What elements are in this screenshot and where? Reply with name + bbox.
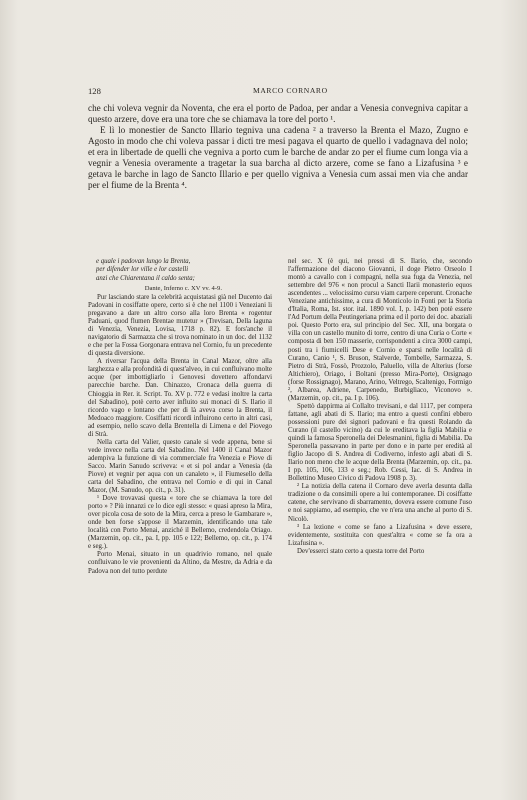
main-text xyxy=(88,103,468,191)
footnote-paragraph: Pur lasciando stare la celebrità acquistatasi già nel Ducento dai Padovani in cosiffatte opere, certo si è che nel 1100 i Veneziani li pregavano a dare un altro corso alla loro Brenta « rogentur Paduani, quod flumen Brentae mutetur » (Trevisan, Della laguna di Venezia, Venezia, Lovisa, 1718 p. 82). E fors'anche il navigatorio di Sarmazza che si trova nominato in un doc. del 1132 e che per la Fossa Gorgonara entrava nel Cornio, fu un precedente di questa diversione. xyxy=(88,293,272,358)
verse-line: per difender lor ville e lor castelli xyxy=(96,266,189,274)
verse-source: Dante, Inferno c. XV vv. 4-9. xyxy=(144,284,222,292)
verse-line: e quale i padovan lungo la Brenta, xyxy=(96,258,191,265)
footnote-paragraph: ¹ Dove trovavasi questa « tore che se chiamava la tore del porto » ? Più innanzi ce lo dice egli stesso: « quasi apreso la Mira, over picola cosa de soto de la Mira, cerca a preso le Gambarare », onde ben forse s'appose il Marzemin, identificando una tale località con Porto Menai, anziché il Bellemo, credendola Oriago. (Marzemin, op. cit., pa. I, pp. 105 e 122; Bellemo, op. cit., p. 174 e seg.). xyxy=(88,495,272,551)
footnote-paragraph: Nella carta del Valier, questo canale si vede appena, bene si vede invece nella carta del Sabadino. Nel 1400 il Canal Mazor adempiva la funzione di via commerciale fra Venezia e Piove di Sacco. Marin Sanudo scriveva: « et si pol andar a Venesia (da Piove) et vegnir per aqua con un canaleto », il Fiumesello della carta del Sabadino, che entrava nel Cornio e di qui in Canal Mazor, (M. Sanudo, op. cit., p. 31). xyxy=(88,438,272,495)
footnote-paragraph: A riversar l'acqua della Brenta in Canal Mazor, oltre alla larghezza e alla profondità di quest'alveo, in cui confluivano molte acque (per imbottigliarlo i Genovesi dovettero affondarvi parecchie barche. Dan. Chinazzo, Cronaca della guerra di Chioggia in Rer. it. Script. To. XV p. 772 e vedasi inoltre la carta del Sabadino), potè certo aver influito sui monaci di S. Ilario il ricordo vago e lontano che per di là aveva corso la Brenta, il Medoaco maggiore. Cosiffatti ricordi influirono certo in altri casi, ad esempio, nello scavo della Brentella di Limena e del Piovego di Strà. xyxy=(88,358,272,438)
footnote-paragraph: ² La notizia della catena il Cornaro deve averla desunta dalla tradizione o da consimili opere a lui contemporanee. Di cosiffatte catene, che servivano di sbarramento, doveva essere comune l'uso e noi sappiamo, ad esempio, che ve n'era una anche al porto di S. Nicolò. xyxy=(288,483,472,523)
footnote-paragraph: Porto Menai, situato in un quadrivio romano, nel quale confluivano le vie provenienti da Altino, da Mestre, da Adria e da Padova non del tutto perdute xyxy=(88,551,272,575)
footnote-column-right xyxy=(288,258,472,556)
running-head: MARCO CORNARO xyxy=(253,86,328,95)
footnote-paragraph: ³ La lezione « come se fano a Lizafusina » deve essere, evidentemente, sostituita con quest'altra « come se fa ora a Lizafusina ». xyxy=(288,523,472,547)
verse-line: anzi che Chiarentana il caldo senta; xyxy=(96,274,195,282)
main-paragraph: che chi voleva vegnir da Noventa, che era el porto de Padoa, per andar a Venesia convegniva capitar a questo arzere, dove era una tore che se chiamava la tore del porto ¹. xyxy=(88,103,468,125)
footnote-column-left xyxy=(88,258,272,576)
footnote-paragraph: Spettò dappirma ai Collalto trevisani, e dal 1117, per compera fattane, agli abati di S. Ilario; ma entro a questi confini ebbero possessioni pure dei signori padovani e fra questi Rolando da Curano (il castello vicino) da cui le ereditava la figlia Mabilia e quindi la famosa Speronella dei Delesmanini, figlia di Mabilia. Da Speronella passavano in parte per dono e in parte per eredità al figlio Jacopo di S. Andrea di Codiverno, infesto agli abati di S. Ilario non meno che le acque della Brenta (Marzemin, op. cit., pa. I pp. 105, 106, 133 e seg.; Rob. Cessi, Iac. di S. Andrea in Bollettino Museo Civico di Padova 1908 p. 3). xyxy=(288,402,472,483)
page-header xyxy=(88,86,469,98)
verse-quote xyxy=(88,258,272,283)
main-paragraph: E lì lo monestier de Sancto Illario tegniva una cadena ² a traverso la Brenta el Mazo, Zugno e Agosto in modo che chi voleva passar i dicti tre mesi pagava el quarto de quello i vadagnava del nolo; et era in libertade de quelli che vegniva a porto cum le barche de andar zo per el fiume cum longa via a vegnir a Venesia overamente a tragetar la sua barcha al dicto arzere, come se fano a Lizafusina ³ e getava le barche in lago de Sancto Illario e per quello vigniva a Venesia cum assai men via che andar per el fiume de la Brenta ⁴. xyxy=(88,125,468,191)
footnote-paragraph: nel sec. X (è qui, nei pressi di S. Ilario, che, secondo l'affermazione del diacono Giovanni, il doge Pietro Orseolo I montò a cavallo con i compagni, nella sua fuga da Venezia, nel settembre del 976 « non procul a Sancti Ilarii monasterio equos ascendentes ... velocissimo cursu viam carpere ceperunt. Cronache Veneziane antichissime, a cura di Monticolo in Fonti per la Storia d'Italia, Roma, Ist. stor. ital. 1890 vol. I, p. 142) ben potè essere l'Ad Portum della Peutingeriana prima ed il porto dei doc. abaziali poi. Questo Porto era, sul principio del Sec. XII, una borgata o villa con un castello munito di torre, centro di una Curia o Corte « composta di ben 150 masserie, corrispondenti a circa 3000 campi, posti tra i fiumicelli Dese e Cornio e sparsi nelle località di Curano, Canio ¹, S. Bruson, Stalverde, Tombelle, Sarmazza, S. Pietro di Strà, Fossò, Prozzolo, Paluello, villa de Alterius (forse Altichiero), Oriago, i Boltani (presso Mira-Porte), Orsignago (forse Rossignago), Marano, Arino, Veltrego, Scaltenigo, Formigo ², Albarea, Adriene, Carpenedo, Burbigliaco, Viconovo ». (Marzemin, op. cit., pa. I p. 106). xyxy=(288,258,472,402)
page-number: 128 xyxy=(88,86,101,96)
footnote-paragraph: Dev'esserci stato certo a questa torre del Porto xyxy=(297,547,425,555)
